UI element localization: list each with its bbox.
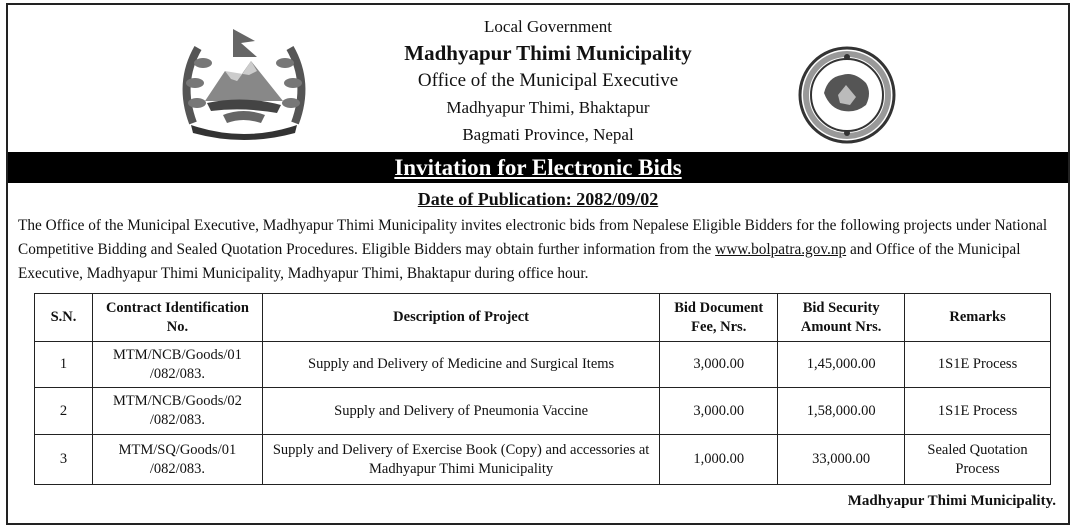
header-bid-security: Bid Security Amount Nrs. xyxy=(778,294,905,342)
cell-contract-id: MTM/NCB/Goods/01 /082/083. xyxy=(92,342,262,388)
header-local-government: Local Government xyxy=(484,17,612,36)
header-description: Description of Project xyxy=(262,294,659,342)
cell-remarks: 1S1E Process xyxy=(905,388,1051,435)
notice-header xyxy=(8,5,1068,150)
cell-bid-fee: 3,000.00 xyxy=(660,388,778,435)
notice-title-banner xyxy=(8,152,1068,183)
cell-bid-security: 1,58,000.00 xyxy=(778,388,905,435)
table-row xyxy=(35,388,1051,435)
footer-signature: Madhyapur Thimi Municipality. xyxy=(847,493,1056,509)
header-sn: S.N. xyxy=(35,294,93,342)
header-bid-fee: Bid Document Fee, Nrs. xyxy=(660,294,778,342)
cell-bid-security: 33,000.00 xyxy=(778,435,905,485)
cell-sn: 2 xyxy=(35,388,93,435)
notice-frame xyxy=(6,3,1070,525)
table-row xyxy=(35,435,1051,485)
bids-table xyxy=(34,293,1051,485)
cell-remarks: Sealed Quotation Process xyxy=(905,435,1051,485)
cell-remarks: 1S1E Process xyxy=(905,342,1051,388)
cell-sn: 3 xyxy=(35,435,93,485)
header-lines xyxy=(338,13,758,148)
table-row xyxy=(35,342,1051,388)
cell-description: Supply and Delivery of Pneumonia Vaccine xyxy=(262,388,659,435)
cell-description: Supply and Delivery of Medicine and Surgical Items xyxy=(262,342,659,388)
cell-bid-security: 1,45,000.00 xyxy=(778,342,905,388)
publication-date: Date of Publication: 2082/09/02 xyxy=(417,189,659,209)
notice-title: Invitation for Electronic Bids xyxy=(394,155,682,180)
cell-contract-id: MTM/SQ/Goods/01 /082/083. xyxy=(92,435,262,485)
intro-text-1: The Office of the Municipal Executive, Madhyapur Thimi Municipality invites electronic bids from Nepalese Eligible Bidders for the following projects under National Competitive Bidding and Sealed Quotation Procedures. Eligible Bidders may obtain further information from the xyxy=(18,217,1048,258)
madhyapur-thimi-municipality-seal-icon xyxy=(786,45,908,145)
header-remarks: Remarks xyxy=(905,294,1051,342)
header-office-name: Office of the Municipal Executive xyxy=(417,70,679,91)
cell-sn: 1 xyxy=(35,342,93,388)
header-address: Madhyapur Thimi, Bhaktapur xyxy=(446,98,650,117)
intro-text-2: and Office of the Municipal Executive, Madhyapur Thimi Municipality, Madhyapur Thimi, Bhaktapur during office hour. xyxy=(18,241,1021,282)
cell-bid-fee: 3,000.00 xyxy=(660,342,778,388)
bolpatra-link[interactable]: www.bolpatra.gov.np xyxy=(715,241,847,258)
table-header-row xyxy=(35,294,1051,342)
header-municipality-name: Madhyapur Thimi Municipality xyxy=(404,41,692,65)
cell-bid-fee: 1,000.00 xyxy=(660,435,778,485)
nepal-government-emblem-icon xyxy=(173,23,315,141)
cell-description: Supply and Delivery of Exercise Book (Copy) and accessories at Madhyapur Thimi Municipality xyxy=(262,435,659,485)
cell-contract-id: MTM/NCB/Goods/02 /082/083. xyxy=(92,388,262,435)
header-province: Bagmati Province, Nepal xyxy=(462,125,634,144)
header-contract-id: Contract Identification No. xyxy=(92,294,262,342)
